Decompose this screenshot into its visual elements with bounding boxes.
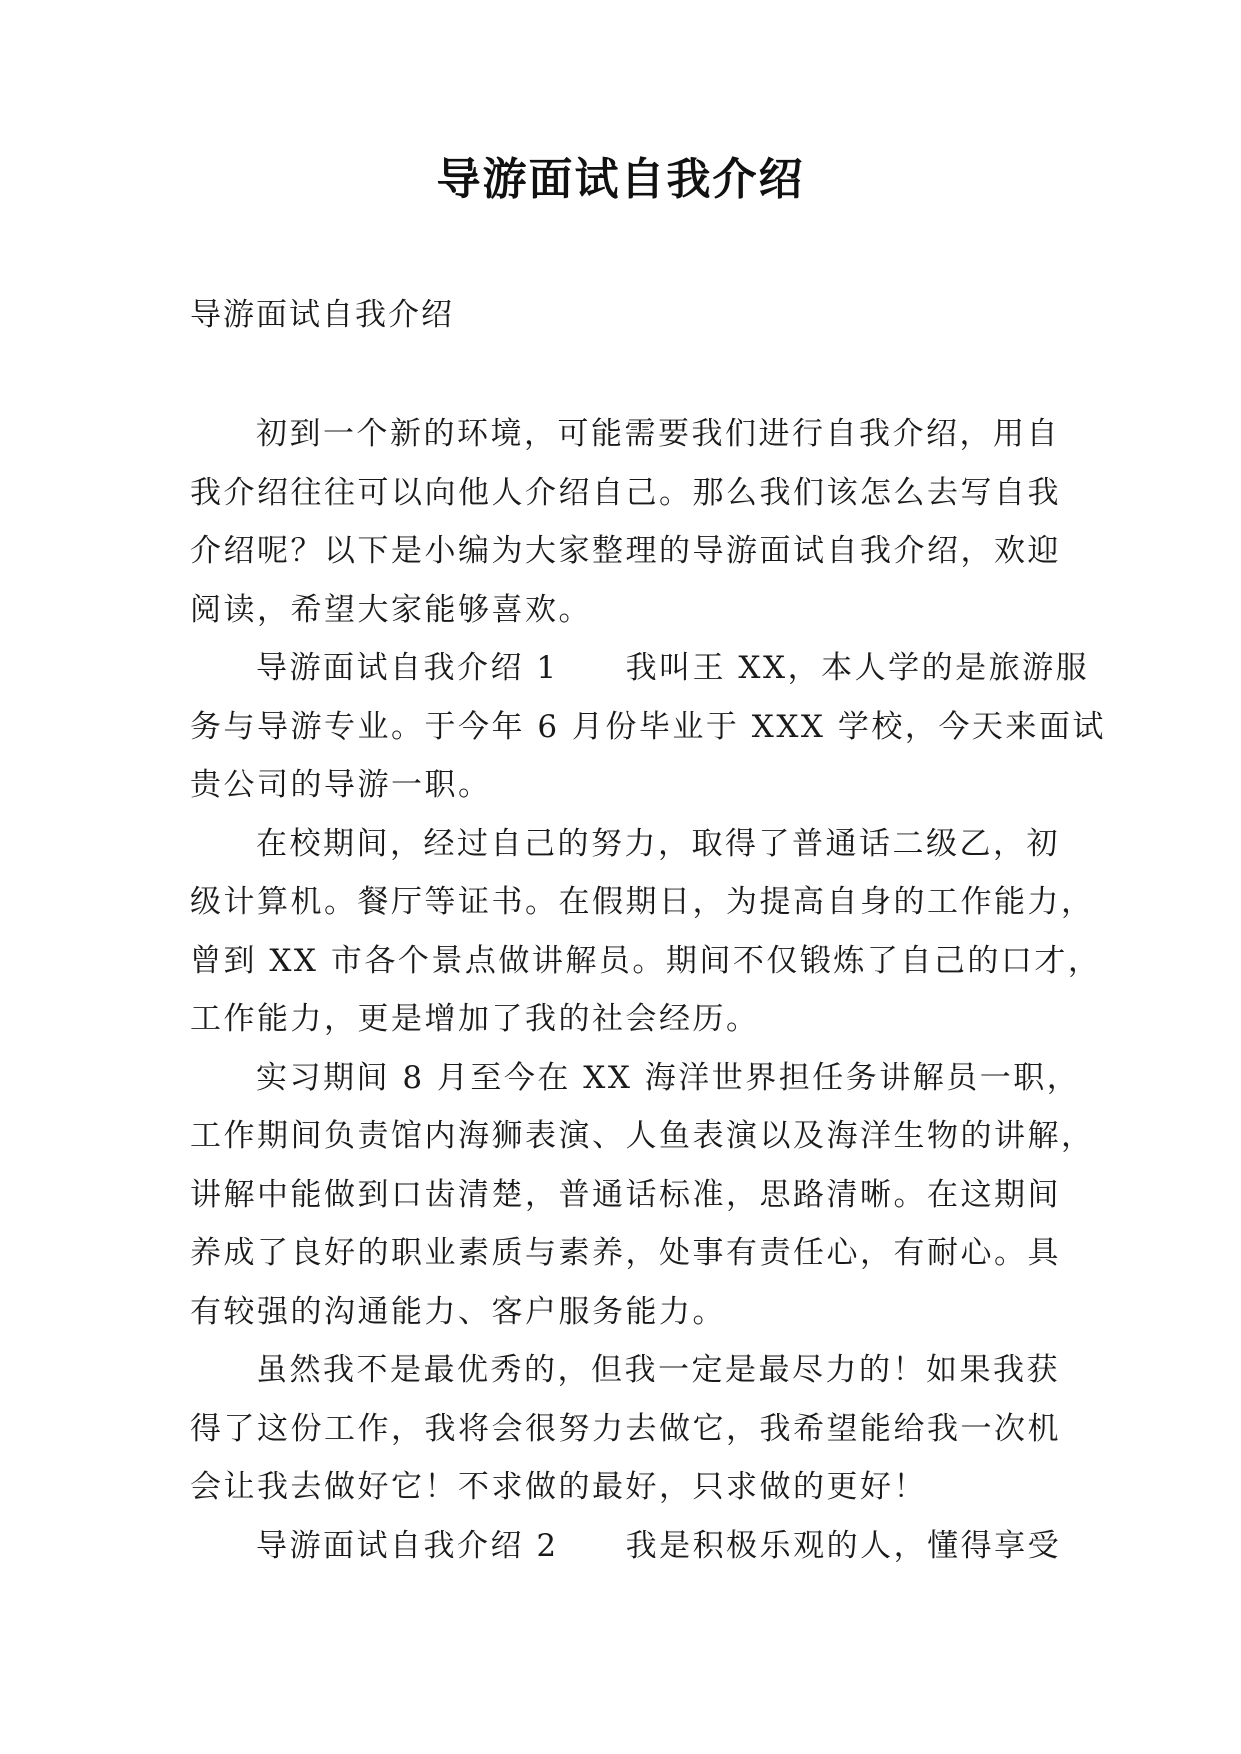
paragraph-line: 贵公司的导游一职。 [190, 767, 492, 803]
paragraph-line: 有较强的沟通能力、客户服务能力。 [190, 1293, 726, 1330]
paragraph-line: 级计算机。餐厅等证书。在假期日，为提高自身的工作能力， [190, 884, 1095, 920]
paragraph-line: 导游面试自我介绍 1 我叫王 XX，本人学的是旅游服 [256, 650, 1090, 686]
document-subtitle: 导游面试自我介绍 [190, 297, 454, 333]
paragraph-line: 曾到 XX 市各个景点做讲解员。期间不仅锻炼了自己的口才， [190, 942, 1102, 979]
paragraph-internship [190, 1049, 1095, 1342]
paragraph-line: 初到一个新的环境，可能需要我们进行自我介绍，用自 [256, 416, 1060, 452]
paragraph-line: 虽然我不是最优秀的，但我一定是最尽力的！如果我获 [256, 1352, 1060, 1388]
paragraph-line: 导游面试自我介绍 2 我是积极乐观的人，懂得享受 [256, 1527, 1062, 1564]
paragraph-line: 工作能力，更是增加了我的社会经历。 [190, 1001, 760, 1037]
document-body [190, 405, 1106, 1575]
paragraph-line: 在校期间，经过自己的努力，取得了普通话二级乙，初 [256, 825, 1060, 862]
paragraph-line: 工作期间负责馆内海狮表演、人鱼表演以及海洋生物的讲解， [190, 1118, 1095, 1154]
paragraph-line: 介绍呢？以下是小编为大家整理的导游面试自我介绍，欢迎 [190, 533, 1061, 569]
paragraph-line: 务与导游专业。于今年 6 月份毕业于 XXX 学校，今天来面试 [190, 708, 1106, 745]
paragraph-closing [190, 1341, 1070, 1517]
paragraph-line: 会让我去做好它！不求做的最好，只求做的更好！ [190, 1469, 927, 1505]
paragraph-introduction-1 [190, 639, 1106, 815]
paragraph-line: 讲解中能做到口齿清楚，普通话标准，思路清晰。在这期间 [190, 1176, 1061, 1213]
paragraph-line: 得了这份工作，我将会很努力去做它，我希望能给我一次机 [190, 1410, 1061, 1447]
paragraph-intro [190, 405, 1070, 639]
paragraph-school [190, 815, 1102, 1049]
paragraph-line: 实习期间 8 月至今在 XX 海洋世界担任务讲解员一职， [256, 1059, 1081, 1096]
paragraph-line: 阅读，希望大家能够喜欢。 [190, 591, 592, 628]
paragraph-introduction-2 [190, 1517, 1070, 1576]
paragraph-line: 我介绍往往可以向他人介绍自己。那么我们该怎么去写自我 [190, 474, 1061, 511]
document-title: 导游面试自我介绍 [436, 154, 805, 205]
paragraph-line: 养成了良好的职业素质与素养，处事有责任心，有耐心。具 [190, 1235, 1061, 1271]
